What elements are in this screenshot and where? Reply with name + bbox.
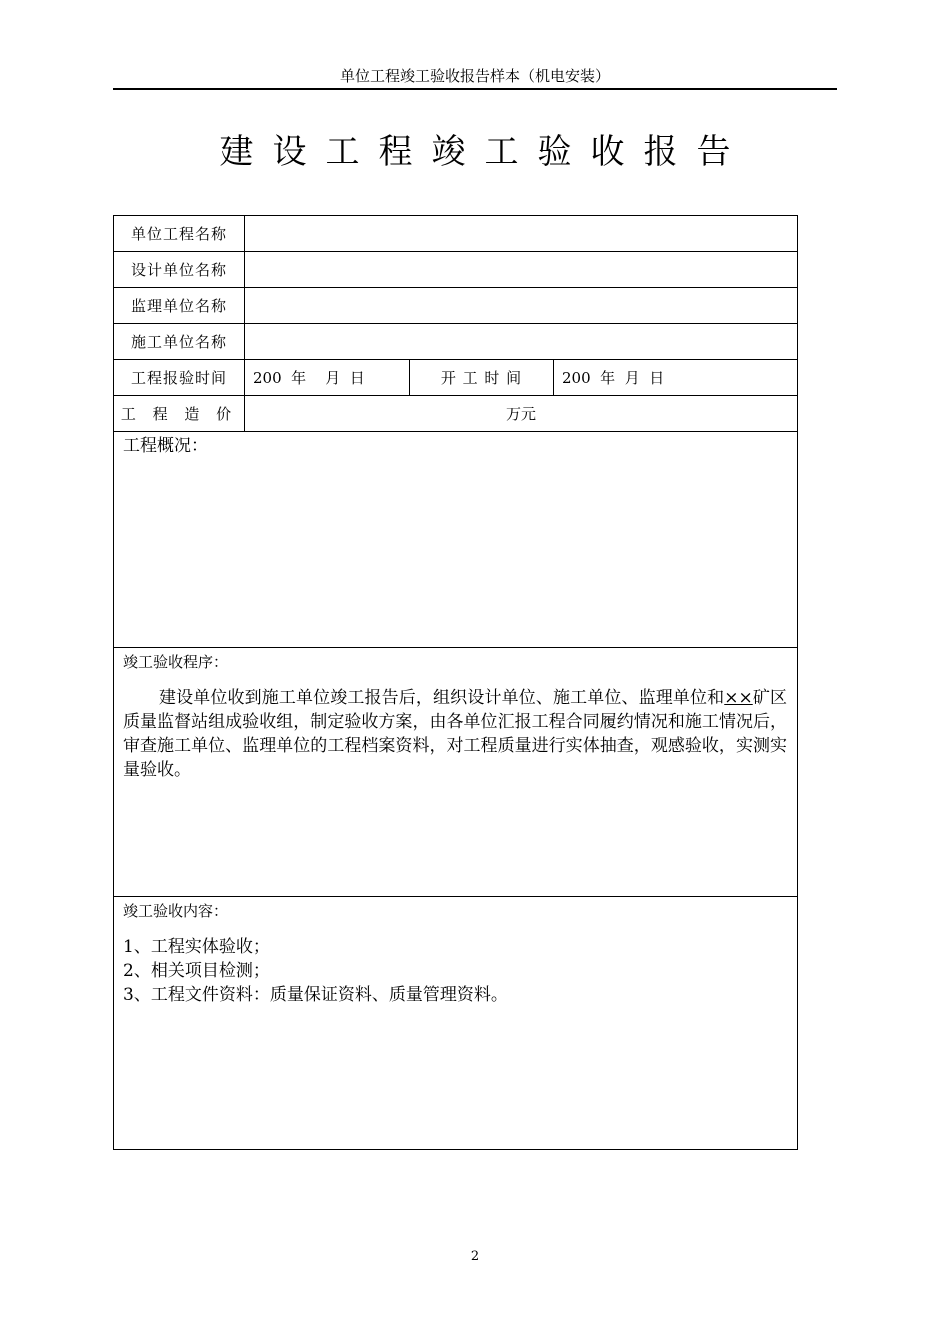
field-project-cost[interactable]: 万元 (245, 396, 798, 432)
field-supervision-unit-name[interactable] (245, 288, 798, 324)
label-construction-unit-name: 施工单位名称 (114, 324, 245, 360)
acceptance-content-block (114, 897, 798, 1150)
document-title: 建设工程竣工验收报告 (219, 132, 750, 172)
field-construction-unit-name[interactable] (245, 324, 798, 360)
row-unit-project-name (114, 216, 798, 252)
procedure-text-after: 矿区质量监督站组成验收组，制定验收方案，由各单位汇报工程合同履约情况和施工情况后，审查施工单位、监理单位的工程档案资料，对工程质量进行实体抽查，观感验收，实测实量验收。 (123, 688, 788, 780)
row-project-cost (114, 396, 798, 432)
acceptance-procedure-block (114, 648, 798, 897)
field-unit-project-name[interactable] (245, 216, 798, 252)
label-unit-project-name: 单位工程名称 (114, 216, 245, 252)
header-rule (113, 88, 837, 90)
content-list (123, 935, 797, 1007)
project-overview-block[interactable] (114, 432, 798, 648)
field-start-time[interactable]: 200 年 月 日 (554, 360, 798, 396)
procedure-label: 竣工验收程序： (123, 653, 229, 671)
label-design-unit-name: 设计单位名称 (114, 252, 245, 288)
field-inspection-time[interactable]: 200 年 月 日 (245, 360, 410, 396)
row-times (114, 360, 798, 396)
row-supervision-unit-name (114, 288, 798, 324)
label-inspection-time: 工程报验时间 (114, 360, 245, 396)
row-design-unit-name (114, 252, 798, 288)
acceptance-form-table (113, 215, 798, 1150)
row-project-overview (114, 432, 798, 648)
overview-label: 工程概况： (123, 436, 208, 456)
row-construction-unit-name (114, 324, 798, 360)
label-project-cost: 工 程 造 价 (114, 396, 245, 432)
page-number: 2 (470, 1249, 480, 1264)
label-supervision-unit-name: 监理单位名称 (114, 288, 245, 324)
content-item: 3、工程文件资料：质量保证资料、质量管理资料。 (123, 985, 508, 1005)
procedure-text (123, 686, 787, 782)
content-item: 2、相关项目检测； (123, 961, 270, 981)
row-acceptance-procedure (114, 648, 798, 897)
running-header: 单位工程竣工验收报告样本（机电安装） (339, 67, 610, 85)
row-acceptance-content (114, 897, 798, 1150)
content-item: 1、工程实体验收； (123, 937, 270, 957)
field-design-unit-name[interactable] (245, 252, 798, 288)
content-label: 竣工验收内容： (123, 902, 229, 920)
procedure-text-before: 建设单位收到施工单位竣工报告后，组织设计单位、施工单位、监理单位和 (159, 688, 725, 708)
placeholder-mark: ×× (724, 688, 753, 708)
label-start-time: 开 工 时 间 (410, 360, 554, 396)
